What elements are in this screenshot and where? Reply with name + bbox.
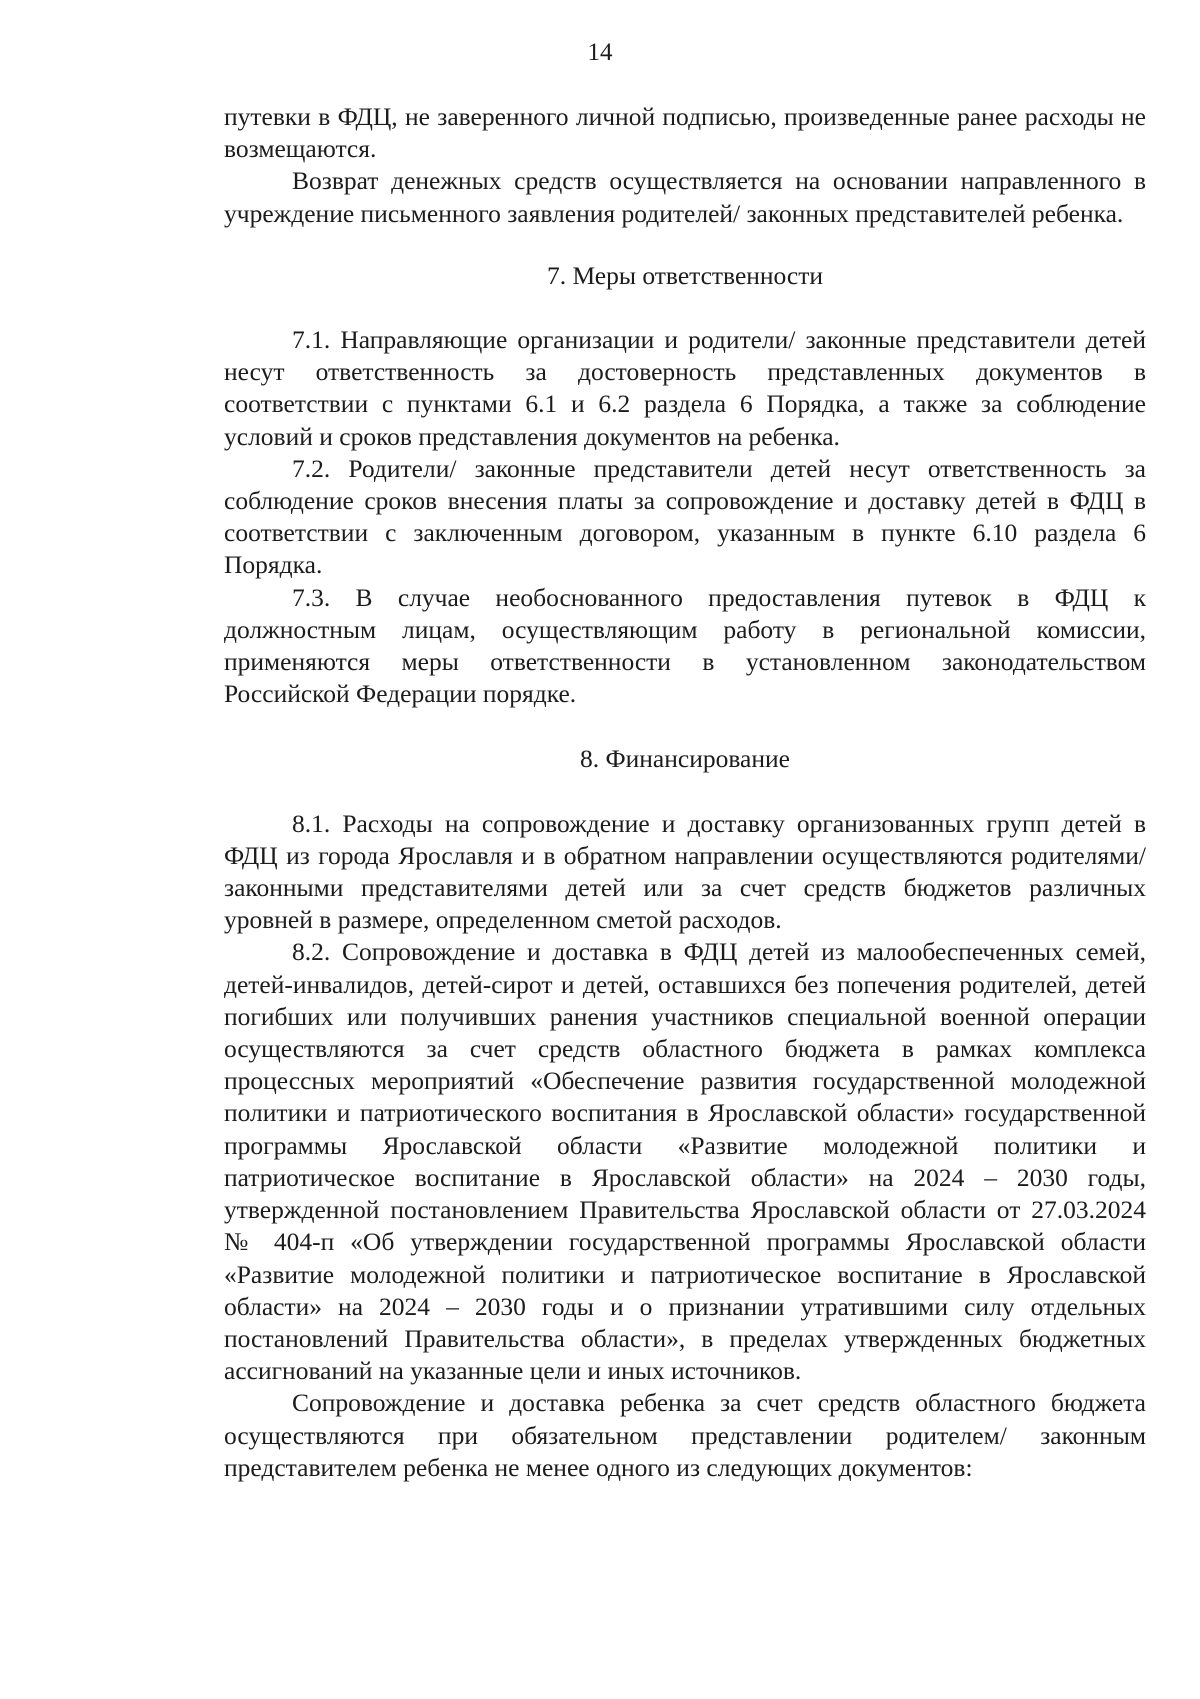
- paragraph-continuation: путевки в ФДЦ, не заверенного личной подписью, произведенные ранее расходы не возмещаются.: [224, 102, 1146, 164]
- paragraph-7-2: 7.2. Родители/ законные представители детей несут ответственность за соблюдение сроков внесения платы за сопровождение и доставку детей в ФДЦ в соответствии с заключенным договором, указанным в пункте 6.10 раздела 6 Порядка.: [224, 453, 1146, 580]
- page-number: 14: [587, 39, 613, 66]
- section-heading-8: 8. Финансирование: [579, 744, 790, 774]
- document-body: [224, 101, 1146, 1484]
- paragraph-7-1: 7.1. Направляющие организации и родители/ законные представители детей несут ответственность за достоверность представленных документов в соответствии с пунктами 6.1 и 6.2 раздела 6 Порядка, а также за соблюдение условий и сроков представления документов на ребенка.: [224, 325, 1146, 451]
- paragraph-refund: Возврат денежных средств осуществляется на основании направленного в учреждение письменного заявления родителей/ законных представителей ребенка.: [224, 166, 1146, 228]
- paragraph-8-2: 8.2. Сопровождение и доставка в ФДЦ детей из малообеспеченных семей, детей-инвалидов, детей-сирот и детей, оставшихся без попечения родителей, детей погибших или получивших ранения участников специальной военной операции осуществляются за счет средств областного бюджета в рамках комплекса процессных мероприятий «Обеспечение развития государственной молодежной политики и патриотического воспитания в Ярославской области» государственной программы Ярославской области «Развитие молодежной политики и патриотическое воспитание в Ярославской области» на 2024 – 2030 годы, утвержденной постановлением Правительства Ярославской области от 27.03.2024 № 404-п «Об утверждении государственной программы Ярославской области «Развитие молодежной политики и патриотическое воспитание в Ярославской области» на 2024 – 2030 годы и о признании утратившими силу отдельных постановлений Правительства области», в пределах утвержденных бюджетных ассигнований на указанные цели и иных источников.: [224, 937, 1146, 1386]
- paragraph-8-2-documents: Сопровождение и доставка ребенка за счет средств областного бюджета осуществляются при обязательном представлении родителем/ законным представителем ребенка не менее одного из следующих документов:: [224, 1388, 1146, 1482]
- section-heading-7: 7. Меры ответственности: [546, 260, 824, 290]
- paragraph-7-3: 7.3. В случае необоснованного предоставления путевок в ФДЦ к должностным лицам, осуществляющим работу в региональной комиссии, применяются меры ответственности в установленном законодательством Российской Федерации порядке.: [224, 582, 1146, 709]
- paragraph-8-1: 8.1. Расходы на сопровождение и доставку организованных групп детей в ФДЦ из города Ярославля и в обратном направлении осуществляются родителями/ законными представителями детей или за счет средств бюджетов различных уровней в размере, определенном сметой расходов.: [224, 808, 1146, 935]
